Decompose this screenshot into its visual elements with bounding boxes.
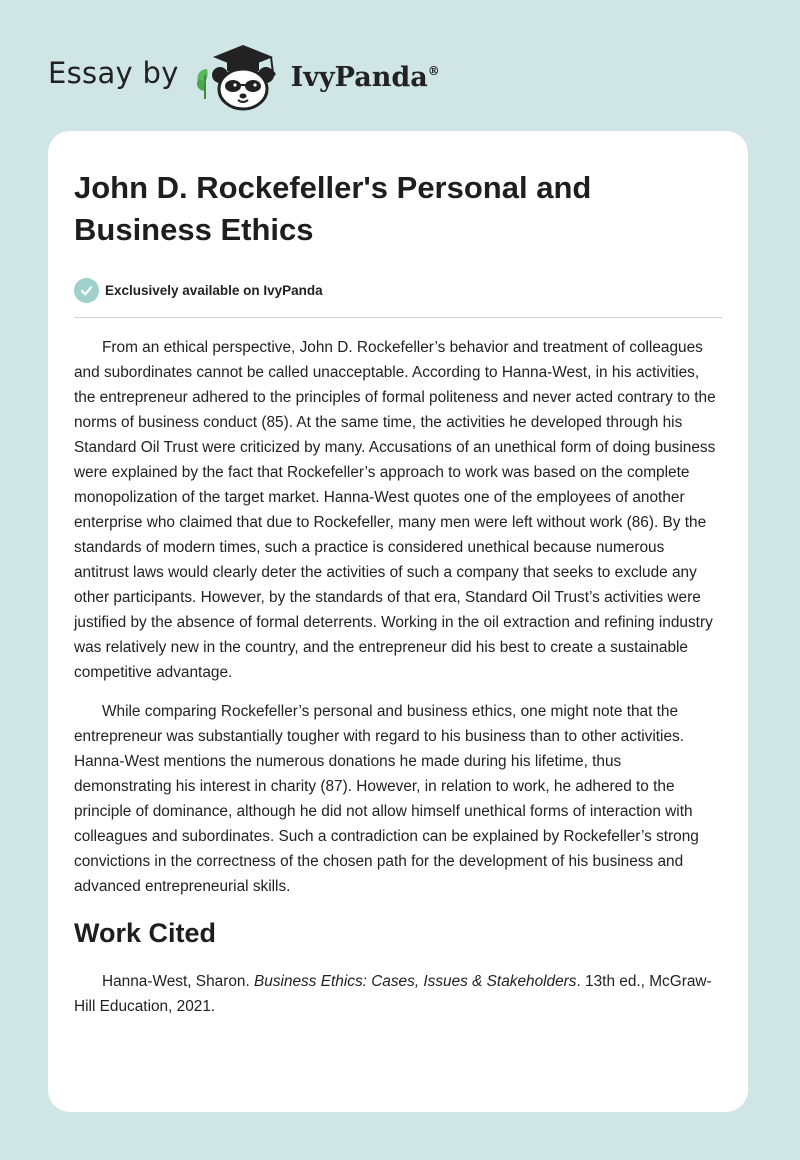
- brand-name[interactable]: IvyPanda®: [290, 61, 440, 93]
- site-header: [48, 36, 440, 116]
- essay-by-label: Essay by: [48, 56, 179, 90]
- citation-details: . 13th ed., McGraw-Hill Education, 2021.: [74, 973, 712, 1015]
- citation: [74, 969, 722, 1019]
- panda-logo-icon[interactable]: [193, 39, 285, 113]
- essay-card: [48, 131, 748, 1112]
- registered-mark: ®: [427, 63, 440, 78]
- citation-book-title: Business Ethics: Cases, Issues & Stakeholders: [254, 973, 577, 990]
- citation-author: Hanna-West, Sharon.: [102, 973, 254, 990]
- divider: [74, 317, 722, 318]
- works-cited-heading: Work Cited: [74, 918, 217, 948]
- exclusive-badge: [74, 277, 722, 303]
- essay-title: John D. Rockefeller's Personal and Business Ethics: [74, 170, 592, 247]
- badge-text: Exclusively available on IvyPanda: [105, 282, 323, 298]
- paragraph-2: While comparing Rockefeller’s personal and business ethics, one might note that the entrepreneur was substantially tougher with regard to his business than to other activities. Hanna-West mentions the numerous donations he made during his lifetime, thus demonstrating his interest in charity (87). However, in relation to work, he adhered to the principle of dominance, although he did not allow himself unethical forms of interaction with colleagues and subordinates. Such a contradiction can be explained by Rockefeller’s strong convictions in the correctness of the chosen path for the development of his business and advanced entrepreneurial skills.: [74, 703, 699, 895]
- check-icon: [74, 278, 99, 303]
- paragraph-1: From an ethical perspective, John D. Rockefeller’s behavior and treatment of colleagues and subordinates cannot be called unacceptable. According to Hanna-West, in his activities, the entrepreneur adhered to the principles of formal politeness and never acted contrary to the norms of business conduct (85). At the same time, the activities he developed through his Standard Oil Trust were criticized by many. Accusations of an unethical form of doing business were explained by the fact that Rockefeller’s approach to work was based on the complete monopolization of the target market. Hanna-West quotes one of the employees of another enterprise who claimed that due to Rockefeller, many men were left without work (86). By the standards of modern times, such a practice is considered unethical because numerous antitrust laws would clearly deter the activities of such a company that seeks to exclude any other participants. However, by the standards of that era, Standard Oil Trust’s activities were justified by the absence of formal deterrents. Working in the oil extraction and refining industry was relatively new in the country, and the entrepreneur did his best to create a sustainable competitive advantage.: [74, 339, 716, 681]
